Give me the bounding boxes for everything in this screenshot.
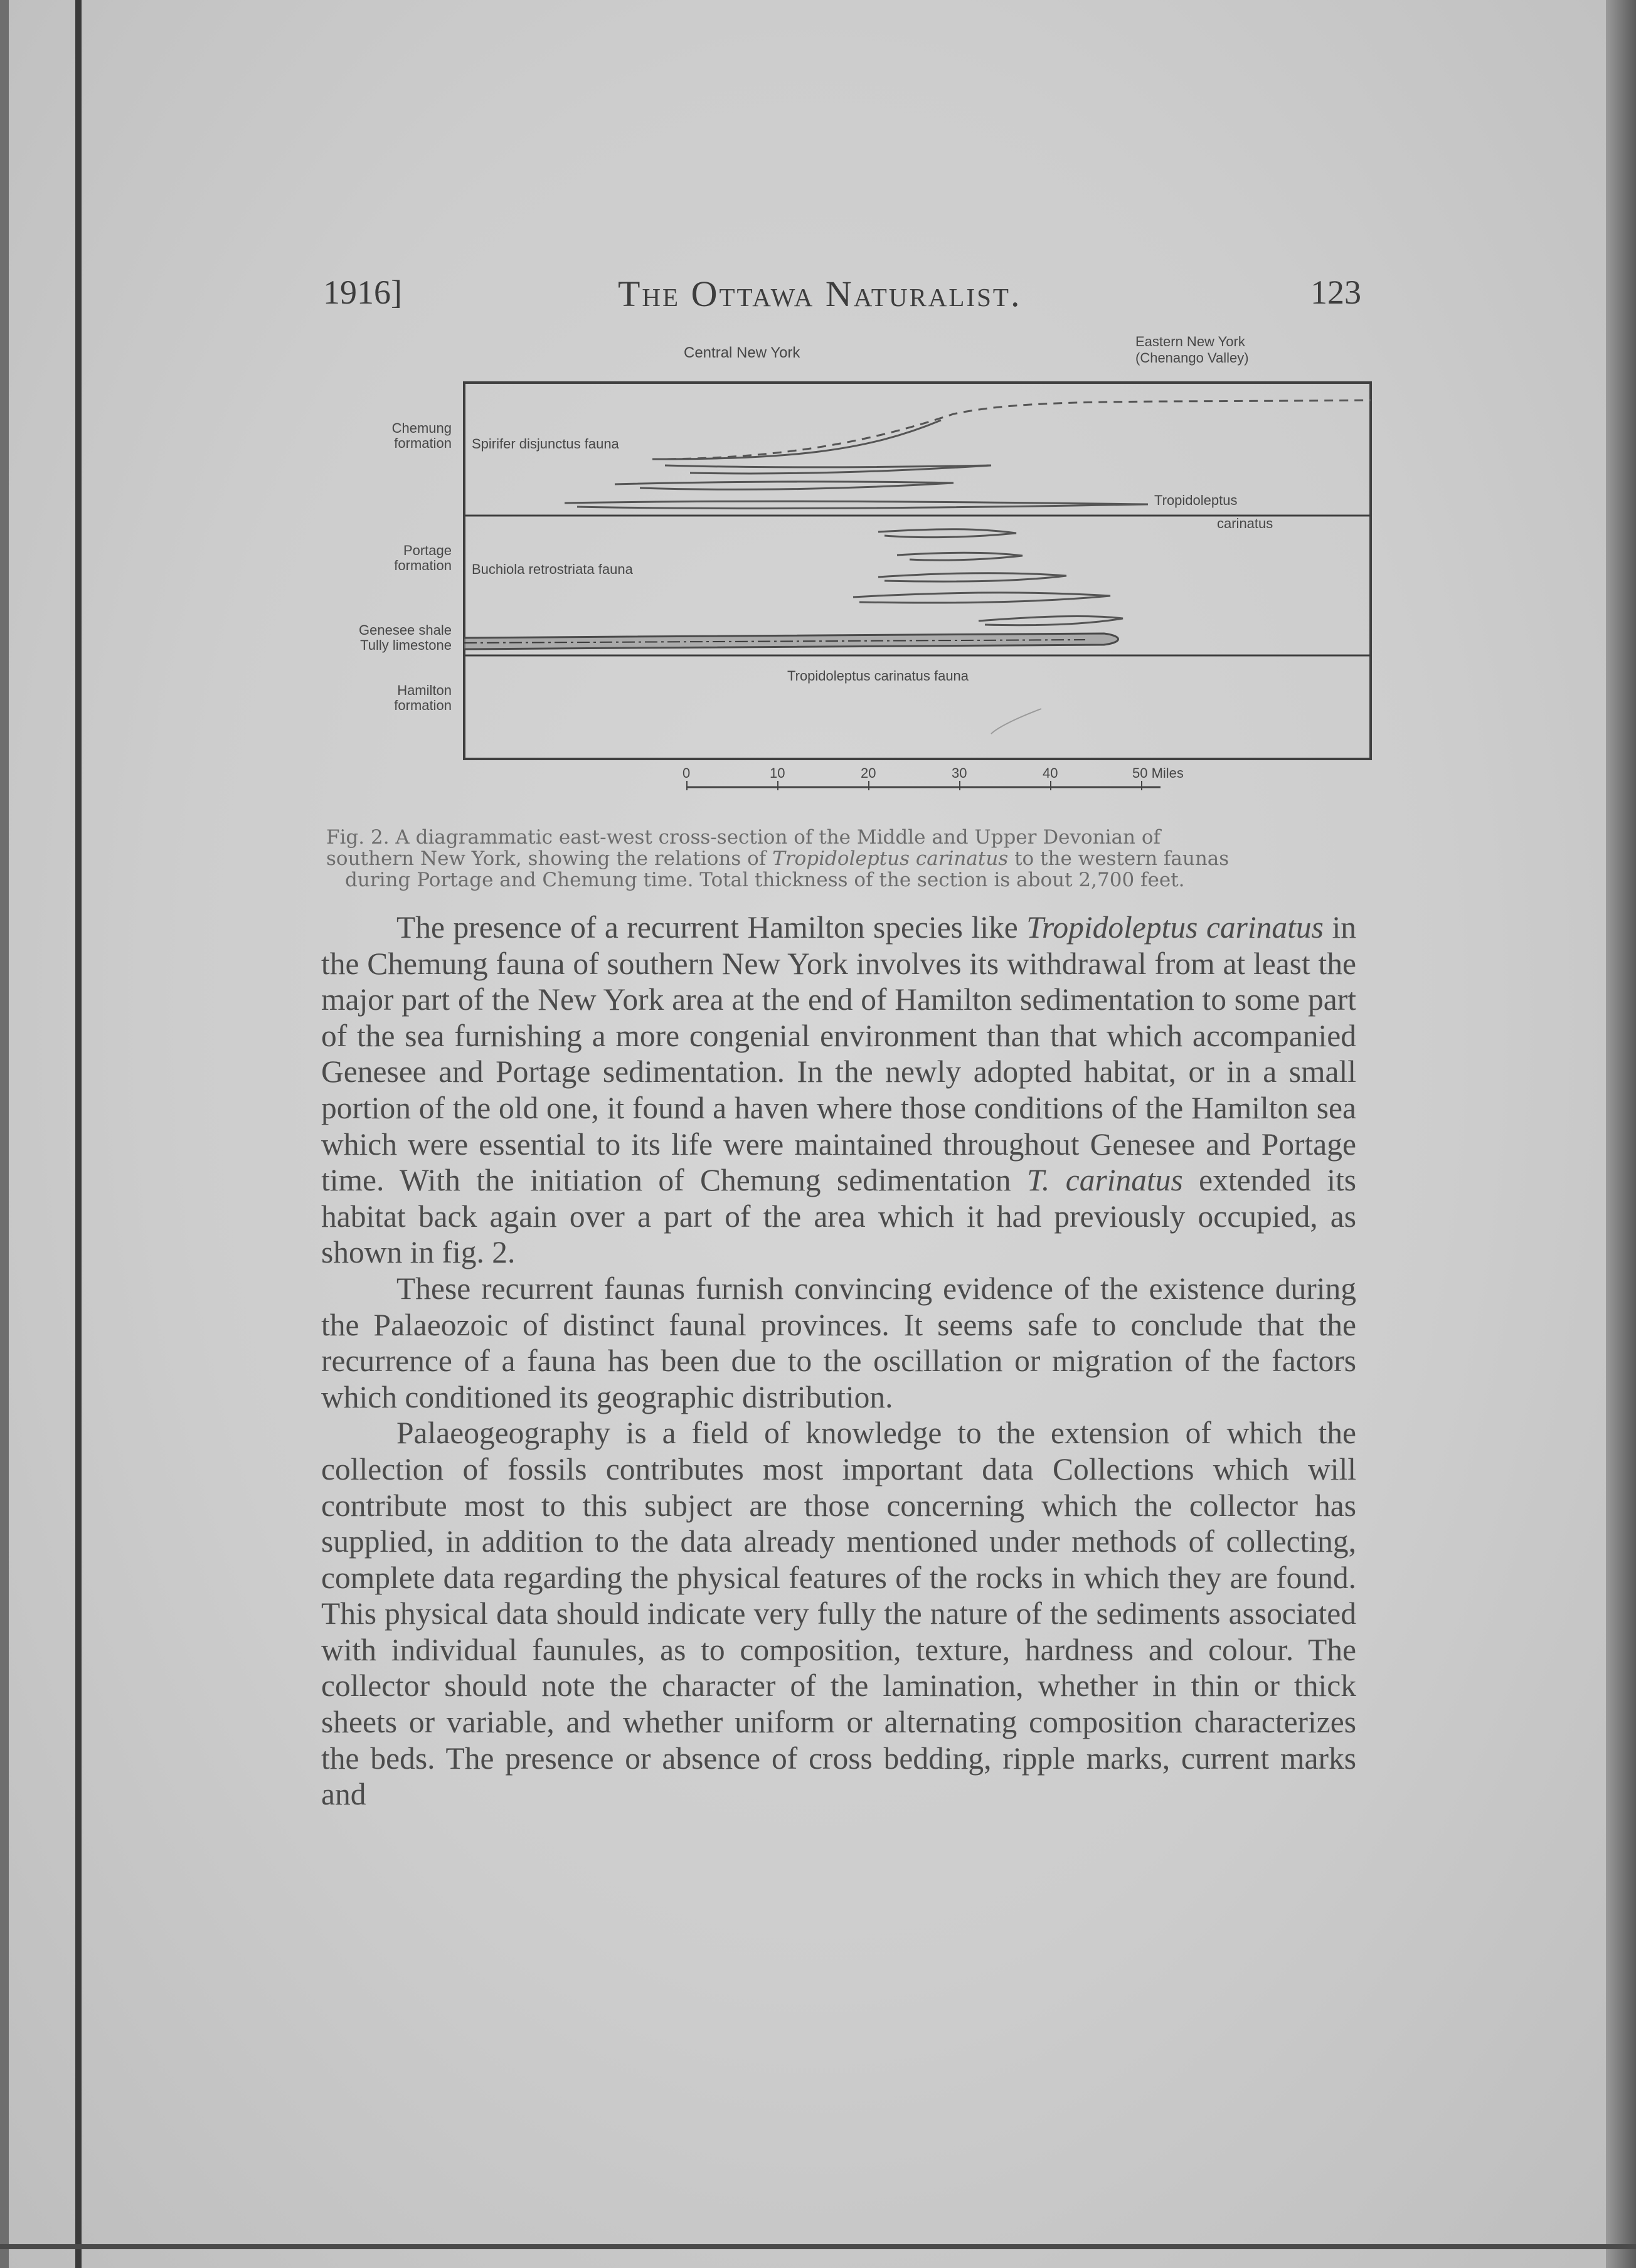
figure-caption	[326, 827, 1361, 891]
scan-edge-right	[1606, 0, 1636, 2268]
tongue-portage-2	[897, 553, 1023, 560]
scale-tick-20: 20	[861, 765, 876, 781]
fauna-label-buchiola: Buchiola retrostriata fauna	[472, 561, 633, 577]
body-text	[321, 909, 1356, 1813]
paragraph-1	[321, 909, 1356, 1271]
tongue-portage-5	[979, 617, 1123, 625]
caption-line-2b: to the western faunas	[1008, 847, 1230, 870]
hamilton-mark	[991, 709, 1041, 734]
formation-label-genesee: Genesee shale	[359, 622, 452, 638]
caption-line-3: during Portage and Chemung time. Total thickness of the section is about 2,700 feet.	[345, 869, 1185, 891]
scan-edge-left	[75, 0, 82, 2268]
scale-tick-0: 0	[683, 765, 691, 781]
tongue-portage-1	[878, 529, 1016, 538]
header-year: 1916]	[323, 273, 402, 311]
p1-species-italic-2: T. carinatus	[1027, 1163, 1183, 1198]
p1-text-b: in the Chemung fauna of southern New York involves its withdrawal from at least the major part of the New York area at the end of Hamilton sedimentation to some part of the sea furnishing a more congenial environment than that which accompanied Genesee and Portage sedimentation. In the newly adopted habitat, or in a small portion of the old one, it found a haven where those conditions of the Hamilton sea which were essential to its life were maintained throughout Genesee and Portage time. With the initiation of Chemung sedimentation	[321, 910, 1356, 1198]
caption-line-1: Fig. 2. A diagrammatic east-west cross-section of the Middle and Upper Devonian of	[326, 826, 1161, 849]
fauna-label-carinatus-right: carinatus	[1217, 516, 1273, 531]
tongue-chemung-3	[565, 501, 1148, 508]
cross-section-diagram	[314, 326, 1380, 803]
formation-label-chemung-2: formation	[394, 435, 452, 451]
running-header	[323, 267, 1361, 317]
formation-label-hamilton: Hamilton	[397, 682, 452, 698]
formation-label-chemung: Chemung	[391, 420, 452, 436]
p1-text-a: The presence of a recurrent Hamilton species like	[396, 910, 1027, 945]
formation-label-portage: Portage	[403, 543, 452, 558]
region-label-chenango: (Chenango Valley)	[1135, 350, 1249, 366]
cross-section-figure	[314, 326, 1380, 803]
scale-tick-10: 10	[770, 765, 785, 781]
dashed-fauna-boundary	[652, 400, 1371, 459]
paragraph-2: These recurrent faunas furnish convincing evidence of the existence during the Palaeozoic of distinct faunal provinces. It seems safe to conclude that the recurrence of a fauna has been due to the oscillation or migration of the factors which conditioned its geographic distribution.	[321, 1271, 1356, 1414]
scale-ticks	[687, 781, 1142, 790]
scale-tick-30: 30	[952, 765, 967, 781]
tongue-chemung-2	[615, 482, 953, 490]
scale-tick-50-miles: 50 Miles	[1132, 765, 1184, 781]
scan-edge-left-outer	[0, 0, 9, 2268]
paragraph-3: Palaeogeography is a field of knowledge to the extension of which the collection of fossils contributes most important data Collections which will contribute most to this subject are those concerning which the collector has supplied, in addition to the data already mentioned under methods of collecting, complete data regarding the physical features of the rocks in which they are found. This physical data should indicate very fully the nature of the sediments associated with individual faunules, as to composition, texture, hardness and colour. The collector should note the character of the lamination, whether in thin or thick sheets or variable, and whether uniform or alternating composition characterizes the beds. The presence or absence of cross bedding, ripple marks, current marks and	[321, 1416, 1356, 1812]
region-label-central: Central New York	[684, 344, 800, 361]
scan-edge-bottom	[0, 2244, 1636, 2249]
tongue-chemung-1	[665, 465, 991, 474]
p1-species-italic: Tropidoleptus carinatus	[1026, 910, 1324, 945]
formation-label-tully: Tully limestone	[360, 637, 452, 653]
region-label-eastern: Eastern New York	[1135, 334, 1245, 349]
fauna-label-tropidoleptus-right: Tropidoleptus	[1154, 492, 1238, 508]
caption-species-italic: Tropidoleptus carinatus	[772, 847, 1009, 870]
caption-line-2a: southern New York, showing the relations of	[326, 847, 773, 870]
fauna-label-spirifer: Spirifer disjunctus fauna	[472, 436, 619, 452]
tongue-portage-3	[878, 573, 1066, 581]
tongue-portage-4	[853, 593, 1110, 603]
header-page-number: 123	[1310, 273, 1361, 311]
scale-tick-40: 40	[1043, 765, 1058, 781]
formation-label-portage-2: formation	[394, 558, 452, 573]
p1-text-c: extended its habitat back again over a part of the area which it had previously occupied, as shown in fig. 2.	[321, 1163, 1357, 1270]
formation-label-hamilton-2: formation	[394, 697, 452, 713]
spirifer-tongue-upper	[652, 420, 941, 459]
header-journal-title: The Ottawa Naturalist.	[618, 273, 1022, 314]
fauna-label-tropidoleptus-fauna: Tropidoleptus carinatus fauna	[787, 668, 969, 684]
caption-line-2	[326, 848, 1361, 869]
